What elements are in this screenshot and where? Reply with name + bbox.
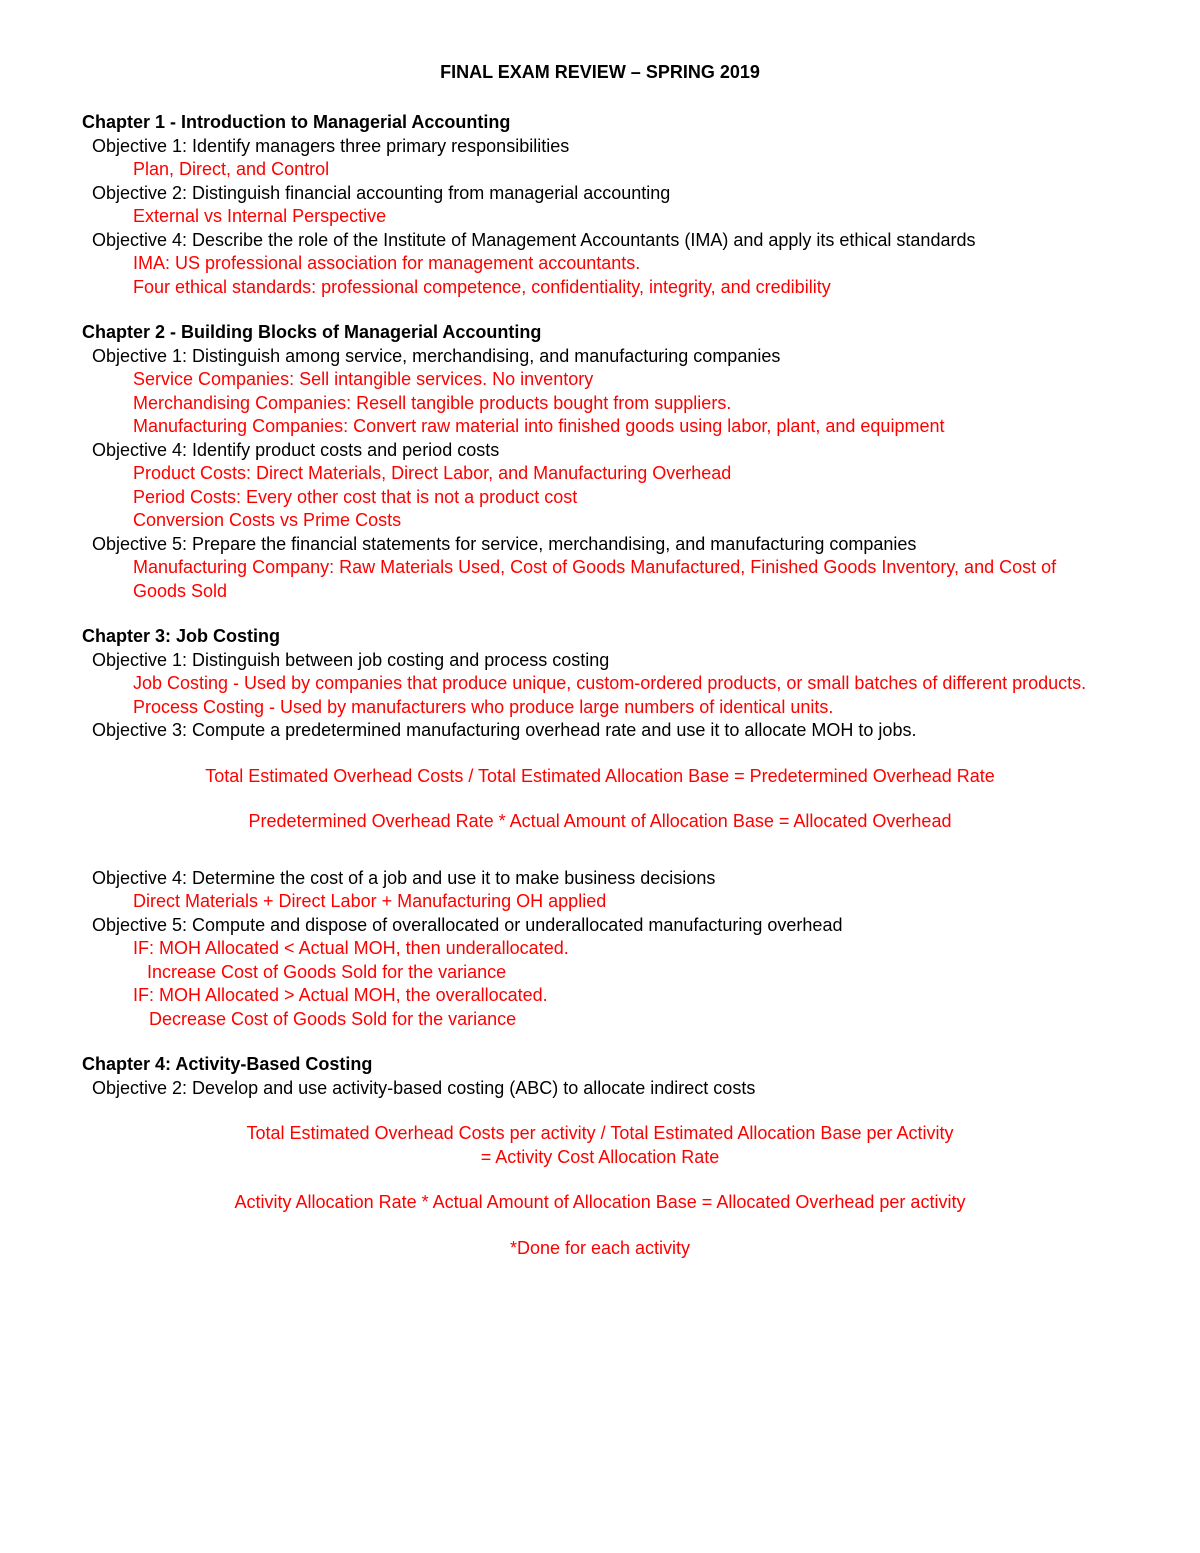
objective: Objective 4: Determine the cost of a job and use it to make business decisions <box>92 867 716 888</box>
answer: Job Costing - Used by companies that produce unique, custom-ordered products, or small batches of different products. <box>133 673 1087 693</box>
objective: Objective 1: Distinguish between job costing and process costing <box>92 649 610 670</box>
answer: Conversion Costs vs Prime Costs <box>133 510 402 530</box>
answer: Product Costs: Direct Materials, Direct Labor, and Manufacturing Overhead <box>133 463 732 483</box>
answer: Manufacturing Company: Raw Materials Used, Cost of Goods Manufactured, Finished Goods Inventory, and Cost of Goods Sold <box>133 557 1057 601</box>
objective: Objective 5: Compute and dispose of overallocated or underallocated manufacturing overhead <box>92 914 843 935</box>
formula: Total Estimated Overhead Costs / Total Estimated Allocation Base = Predetermined Overhead Rate <box>205 765 995 786</box>
answer: External vs Internal Perspective <box>133 206 387 226</box>
chapter-4 <box>82 1053 1200 1260</box>
formula: *Done for each activity <box>509 1237 691 1258</box>
objective: Objective 3: Compute a predetermined manufacturing overhead rate and use it to allocate MOH to jobs. <box>92 720 917 740</box>
objective: Objective 2: Distinguish financial accounting from managerial accounting <box>92 182 671 203</box>
chapter-title: Chapter 2 - Building Blocks of Managerial Accounting <box>82 322 542 342</box>
formula: Total Estimated Overhead Costs per activity / Total Estimated Allocation Base per Activity <box>246 1123 954 1143</box>
chapter-2 <box>82 321 1200 603</box>
objective: Objective 1: Distinguish among service, merchandising, and manufacturing companies <box>92 345 781 366</box>
answer: Period Costs: Every other cost that is not a product cost <box>133 486 578 507</box>
objective: Objective 4: Describe the role of the Institute of Management Accountants (IMA) and apply its ethical standards <box>92 229 976 250</box>
answer: Decrease Cost of Goods Sold for the variance <box>149 1008 517 1029</box>
chapter-title: Chapter 4: Activity-Based Costing <box>82 1054 373 1074</box>
answer: IF: MOH Allocated > Actual MOH, the overallocated. <box>133 985 548 1005</box>
answer: Merchandising Companies: Resell tangible products bought from suppliers. <box>133 392 732 413</box>
answer: Plan, Direct, and Control <box>133 159 330 179</box>
chapter-title: Chapter 3: Job Costing <box>82 626 281 646</box>
answer: Increase Cost of Goods Sold for the variance <box>147 961 507 982</box>
answer: Direct Materials + Direct Labor + Manufacturing OH applied <box>133 891 607 911</box>
answer: Process Costing - Used by manufacturers who produce large numbers of identical units. <box>133 696 834 717</box>
chapter-3 <box>82 625 1200 1031</box>
answer: Service Companies: Sell intangible services. No inventory <box>133 369 594 389</box>
objective: Objective 1: Identify managers three primary responsibilities <box>92 135 570 156</box>
page-title: FINAL EXAM REVIEW – SPRING 2019 <box>440 62 760 82</box>
chapter-title: Chapter 1 - Introduction to Managerial Accounting <box>82 112 511 132</box>
formula: = Activity Cost Allocation Rate <box>480 1146 720 1167</box>
objective: Objective 4: Identify product costs and period costs <box>92 439 500 460</box>
answer: IMA: US professional association for management accountants. <box>133 253 641 273</box>
answer: IF: MOH Allocated < Actual MOH, then underallocated. <box>133 938 569 958</box>
formula: Predetermined Overhead Rate * Actual Amount of Allocation Base = Allocated Overhead <box>248 811 952 831</box>
formula: Activity Allocation Rate * Actual Amount of Allocation Base = Allocated Overhead per activity <box>234 1192 966 1212</box>
answer: Four ethical standards: professional competence, confidentiality, integrity, and credibility <box>133 276 831 297</box>
objective: Objective 5: Prepare the financial statements for service, merchandising, and manufacturing companies <box>92 533 917 554</box>
chapter-1 <box>82 111 1200 299</box>
objective: Objective 2: Develop and use activity-based costing (ABC) to allocate indirect costs <box>92 1077 756 1098</box>
answer: Manufacturing Companies: Convert raw material into finished goods using labor, plant, and equipment <box>133 416 945 436</box>
